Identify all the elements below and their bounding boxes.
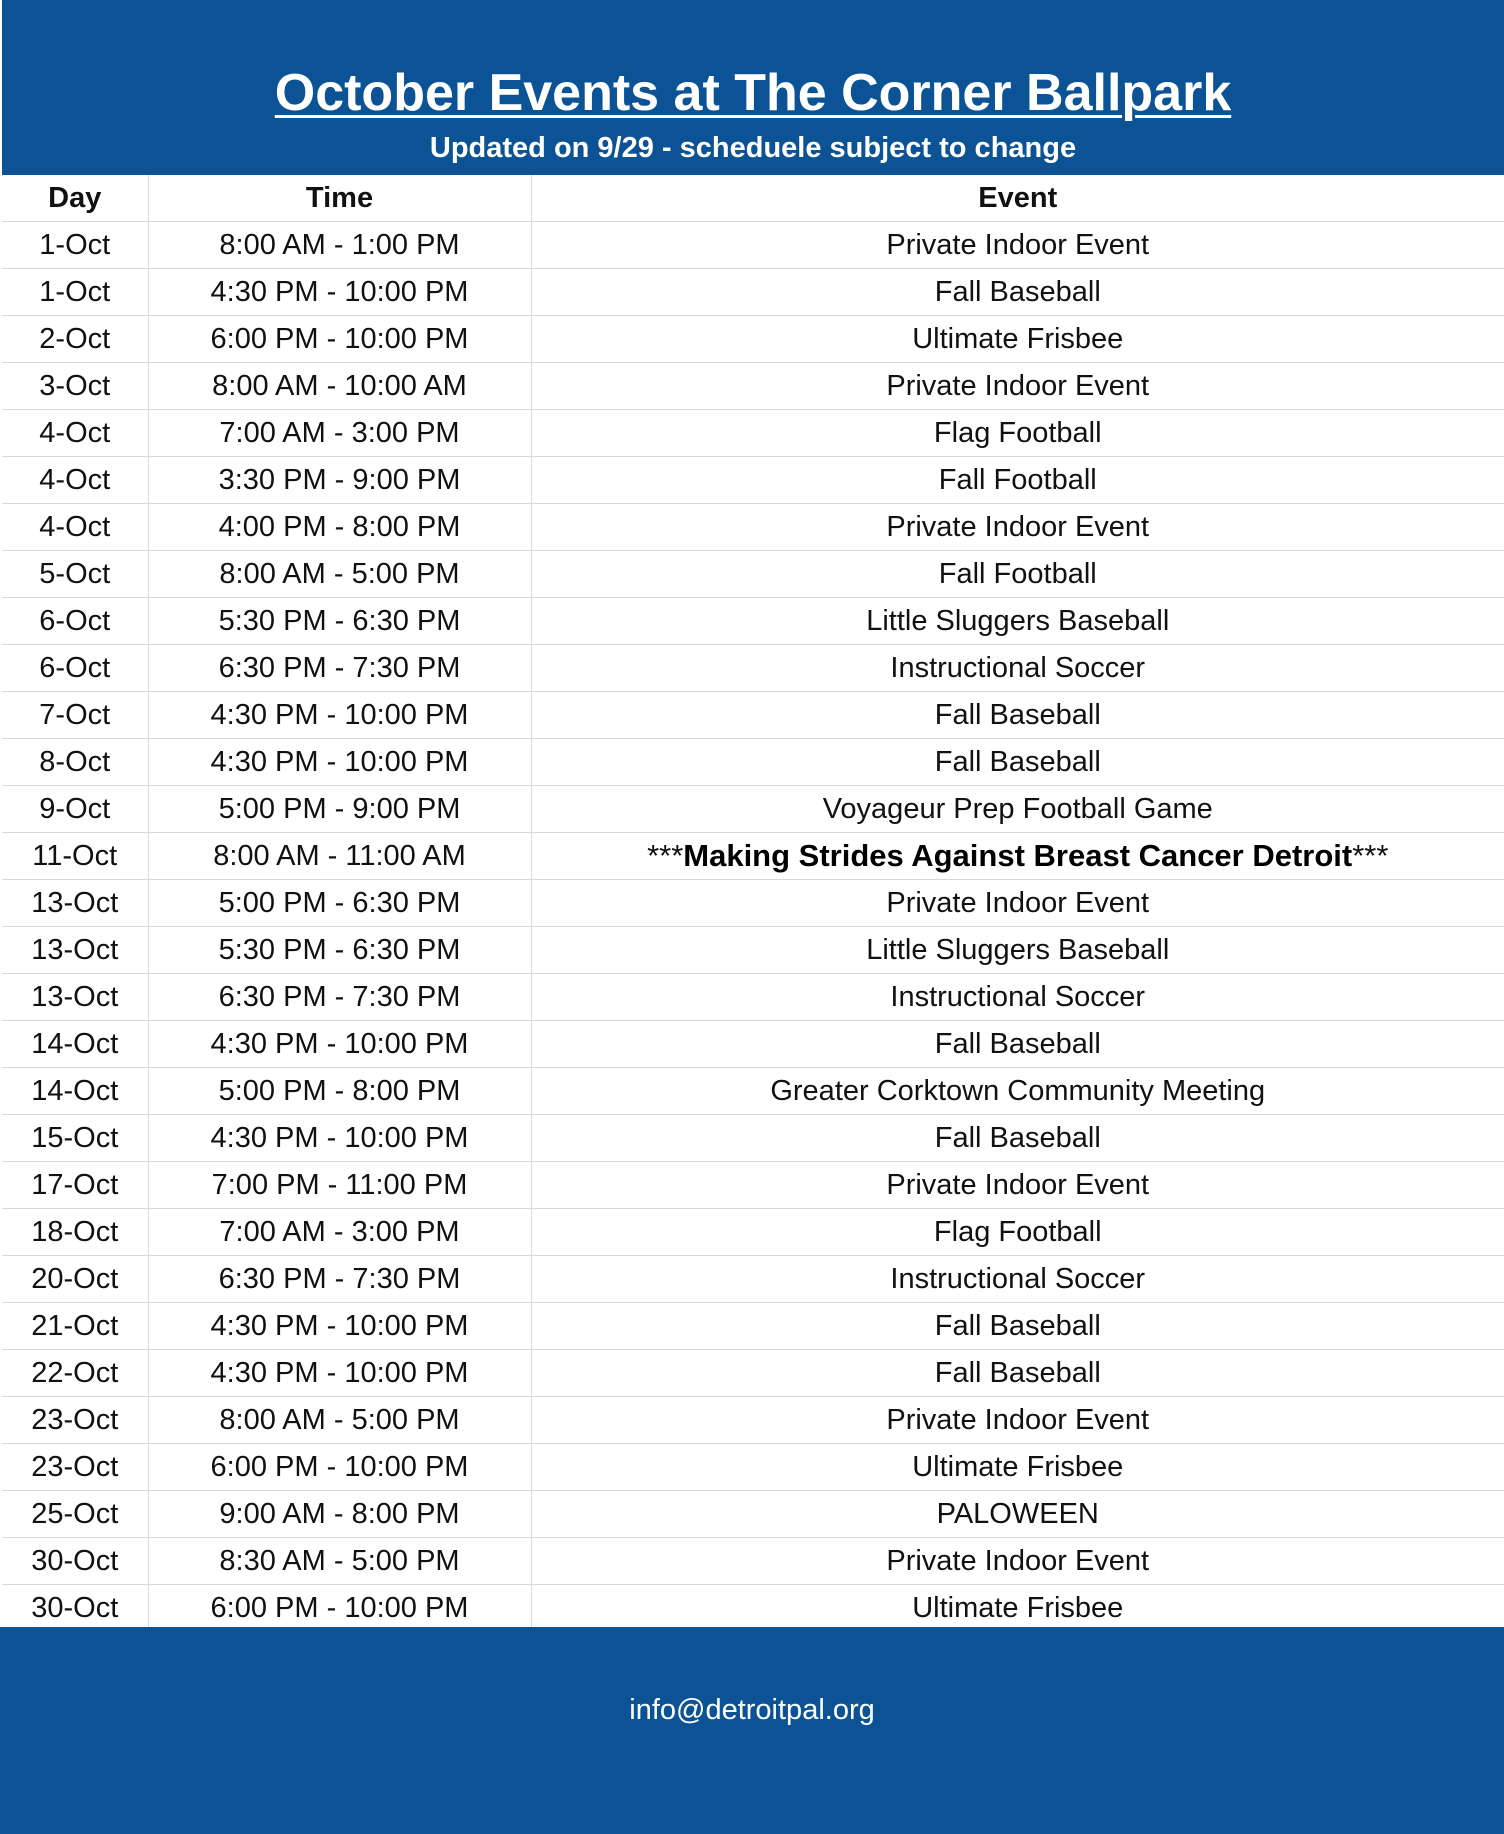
cell-event: Instructional Soccer: [531, 645, 1504, 692]
cell-time: 4:30 PM - 10:00 PM: [148, 739, 531, 786]
cell-day: 1-Oct: [2, 269, 148, 316]
cell-day: 23-Oct: [2, 1444, 148, 1491]
cell-event: Flag Football: [531, 1209, 1504, 1256]
cell-day: 13-Oct: [2, 927, 148, 974]
column-header-time: Time: [148, 175, 531, 222]
cell-event: Fall Baseball: [531, 1021, 1504, 1068]
cell-day: 22-Oct: [2, 1350, 148, 1397]
table-row: [2, 551, 1504, 598]
cell-day: 14-Oct: [2, 1021, 148, 1068]
table-row: [2, 1256, 1504, 1303]
cell-event: Fall Baseball: [531, 1350, 1504, 1397]
table-row: [2, 1303, 1504, 1350]
cell-event: Flag Football: [531, 410, 1504, 457]
cell-time: 6:00 PM - 10:00 PM: [148, 1585, 531, 1632]
cell-day: 6-Oct: [2, 645, 148, 692]
cell-day: 13-Oct: [2, 880, 148, 927]
table-body: [2, 222, 1504, 1632]
table-row: [2, 1397, 1504, 1444]
cell-time: 5:30 PM - 6:30 PM: [148, 598, 531, 645]
table-row: [2, 1115, 1504, 1162]
table-row: [2, 316, 1504, 363]
cell-day: 2-Oct: [2, 316, 148, 363]
table-row: [2, 739, 1504, 786]
cell-event: Private Indoor Event: [531, 1538, 1504, 1585]
cell-event: Fall Baseball: [531, 739, 1504, 786]
table-row: [2, 645, 1504, 692]
cell-day: 21-Oct: [2, 1303, 148, 1350]
cell-day: 25-Oct: [2, 1491, 148, 1538]
cell-event: Fall Football: [531, 551, 1504, 598]
table-row: [2, 363, 1504, 410]
cell-day: 7-Oct: [2, 692, 148, 739]
cell-event: Ultimate Frisbee: [531, 316, 1504, 363]
cell-day: 30-Oct: [2, 1585, 148, 1632]
table-row: [2, 927, 1504, 974]
cell-event: Little Sluggers Baseball: [531, 598, 1504, 645]
cell-day: 18-Oct: [2, 1209, 148, 1256]
cell-event: Fall Baseball: [531, 1303, 1504, 1350]
cell-day: 20-Oct: [2, 1256, 148, 1303]
cell-event: Little Sluggers Baseball: [531, 927, 1504, 974]
cell-time: 9:00 AM - 8:00 PM: [148, 1491, 531, 1538]
cell-time: 6:30 PM - 7:30 PM: [148, 645, 531, 692]
cell-event: Fall Baseball: [531, 1115, 1504, 1162]
table-row: [2, 1021, 1504, 1068]
cell-time: 8:00 AM - 5:00 PM: [148, 1397, 531, 1444]
cell-event: Private Indoor Event: [531, 363, 1504, 410]
cell-time: 3:30 PM - 9:00 PM: [148, 457, 531, 504]
table-row: [2, 1585, 1504, 1632]
cell-event: PALOWEEN: [531, 1491, 1504, 1538]
header-banner: [2, 0, 1504, 175]
table-row: [2, 1491, 1504, 1538]
cell-day: 30-Oct: [2, 1538, 148, 1585]
table-row: [2, 833, 1504, 880]
event-highlight-text: Making Strides Against Breast Cancer Detroit: [683, 838, 1353, 873]
cell-event: Private Indoor Event: [531, 1397, 1504, 1444]
event-emphasis-suffix: ***: [1352, 838, 1389, 873]
page-subtitle: Updated on 9/29 - scheduele subject to change: [429, 132, 1077, 164]
events-table: [2, 175, 1504, 1632]
cell-day: 17-Oct: [2, 1162, 148, 1209]
cell-time: 5:00 PM - 8:00 PM: [148, 1068, 531, 1115]
cell-event: Greater Corktown Community Meeting: [531, 1068, 1504, 1115]
column-header-day: Day: [2, 175, 148, 222]
cell-time: 6:00 PM - 10:00 PM: [148, 1444, 531, 1491]
cell-time: 5:00 PM - 6:30 PM: [148, 880, 531, 927]
cell-event: Private Indoor Event: [531, 880, 1504, 927]
cell-event: Instructional Soccer: [531, 974, 1504, 1021]
cell-event: Fall Football: [531, 457, 1504, 504]
cell-time: 7:00 AM - 3:00 PM: [148, 1209, 531, 1256]
cell-day: 15-Oct: [2, 1115, 148, 1162]
cell-time: 4:30 PM - 10:00 PM: [148, 1021, 531, 1068]
contact-email: info@detroitpal.org: [629, 1694, 875, 1726]
cell-event: Fall Baseball: [531, 692, 1504, 739]
cell-event: [531, 833, 1504, 880]
table-row: [2, 786, 1504, 833]
table-row: [2, 1444, 1504, 1491]
cell-event: Fall Baseball: [531, 269, 1504, 316]
cell-time: 5:00 PM - 9:00 PM: [148, 786, 531, 833]
table-row: [2, 598, 1504, 645]
cell-time: 6:30 PM - 7:30 PM: [148, 1256, 531, 1303]
cell-day: 1-Oct: [2, 222, 148, 269]
cell-event: Private Indoor Event: [531, 504, 1504, 551]
cell-event: Ultimate Frisbee: [531, 1585, 1504, 1632]
cell-time: 7:00 AM - 3:00 PM: [148, 410, 531, 457]
cell-time: 6:30 PM - 7:30 PM: [148, 974, 531, 1021]
cell-time: 4:00 PM - 8:00 PM: [148, 504, 531, 551]
cell-time: 8:00 AM - 11:00 AM: [148, 833, 531, 880]
cell-time: 7:00 PM - 11:00 PM: [148, 1162, 531, 1209]
cell-day: 23-Oct: [2, 1397, 148, 1444]
cell-event: Ultimate Frisbee: [531, 1444, 1504, 1491]
cell-event: Private Indoor Event: [531, 222, 1504, 269]
cell-time: 4:30 PM - 10:00 PM: [148, 692, 531, 739]
cell-day: 5-Oct: [2, 551, 148, 598]
cell-time: 5:30 PM - 6:30 PM: [148, 927, 531, 974]
cell-time: 4:30 PM - 10:00 PM: [148, 1115, 531, 1162]
table-row: [2, 1538, 1504, 1585]
cell-time: 4:30 PM - 10:00 PM: [148, 269, 531, 316]
event-emphasis-prefix: ***: [647, 838, 684, 873]
table-row: [2, 880, 1504, 927]
table-row: [2, 1162, 1504, 1209]
page-title: October Events at The Corner Ballpark: [274, 64, 1232, 122]
table-header-row: [2, 175, 1504, 222]
table-row: [2, 1350, 1504, 1397]
table-row: [2, 504, 1504, 551]
cell-time: 8:00 AM - 10:00 AM: [148, 363, 531, 410]
table-row: [2, 1068, 1504, 1115]
cell-day: 8-Oct: [2, 739, 148, 786]
cell-time: 8:30 AM - 5:00 PM: [148, 1538, 531, 1585]
cell-event: Private Indoor Event: [531, 1162, 1504, 1209]
cell-day: 4-Oct: [2, 457, 148, 504]
footer-banner: [0, 1627, 1504, 1834]
cell-time: 8:00 AM - 5:00 PM: [148, 551, 531, 598]
cell-day: 3-Oct: [2, 363, 148, 410]
cell-day: 6-Oct: [2, 598, 148, 645]
cell-day: 13-Oct: [2, 974, 148, 1021]
cell-time: 8:00 AM - 1:00 PM: [148, 222, 531, 269]
cell-time: 4:30 PM - 10:00 PM: [148, 1350, 531, 1397]
cell-day: 14-Oct: [2, 1068, 148, 1115]
table-row: [2, 269, 1504, 316]
table-row: [2, 692, 1504, 739]
cell-day: 4-Oct: [2, 504, 148, 551]
table-row: [2, 974, 1504, 1021]
table-row: [2, 222, 1504, 269]
column-header-event: Event: [531, 175, 1504, 222]
cell-time: 4:30 PM - 10:00 PM: [148, 1303, 531, 1350]
table-row: [2, 457, 1504, 504]
cell-event: Instructional Soccer: [531, 1256, 1504, 1303]
cell-event: Voyageur Prep Football Game: [531, 786, 1504, 833]
cell-day: 4-Oct: [2, 410, 148, 457]
table-row: [2, 410, 1504, 457]
cell-day: 11-Oct: [2, 833, 148, 880]
table-row: [2, 1209, 1504, 1256]
cell-time: 6:00 PM - 10:00 PM: [148, 316, 531, 363]
cell-day: 9-Oct: [2, 786, 148, 833]
